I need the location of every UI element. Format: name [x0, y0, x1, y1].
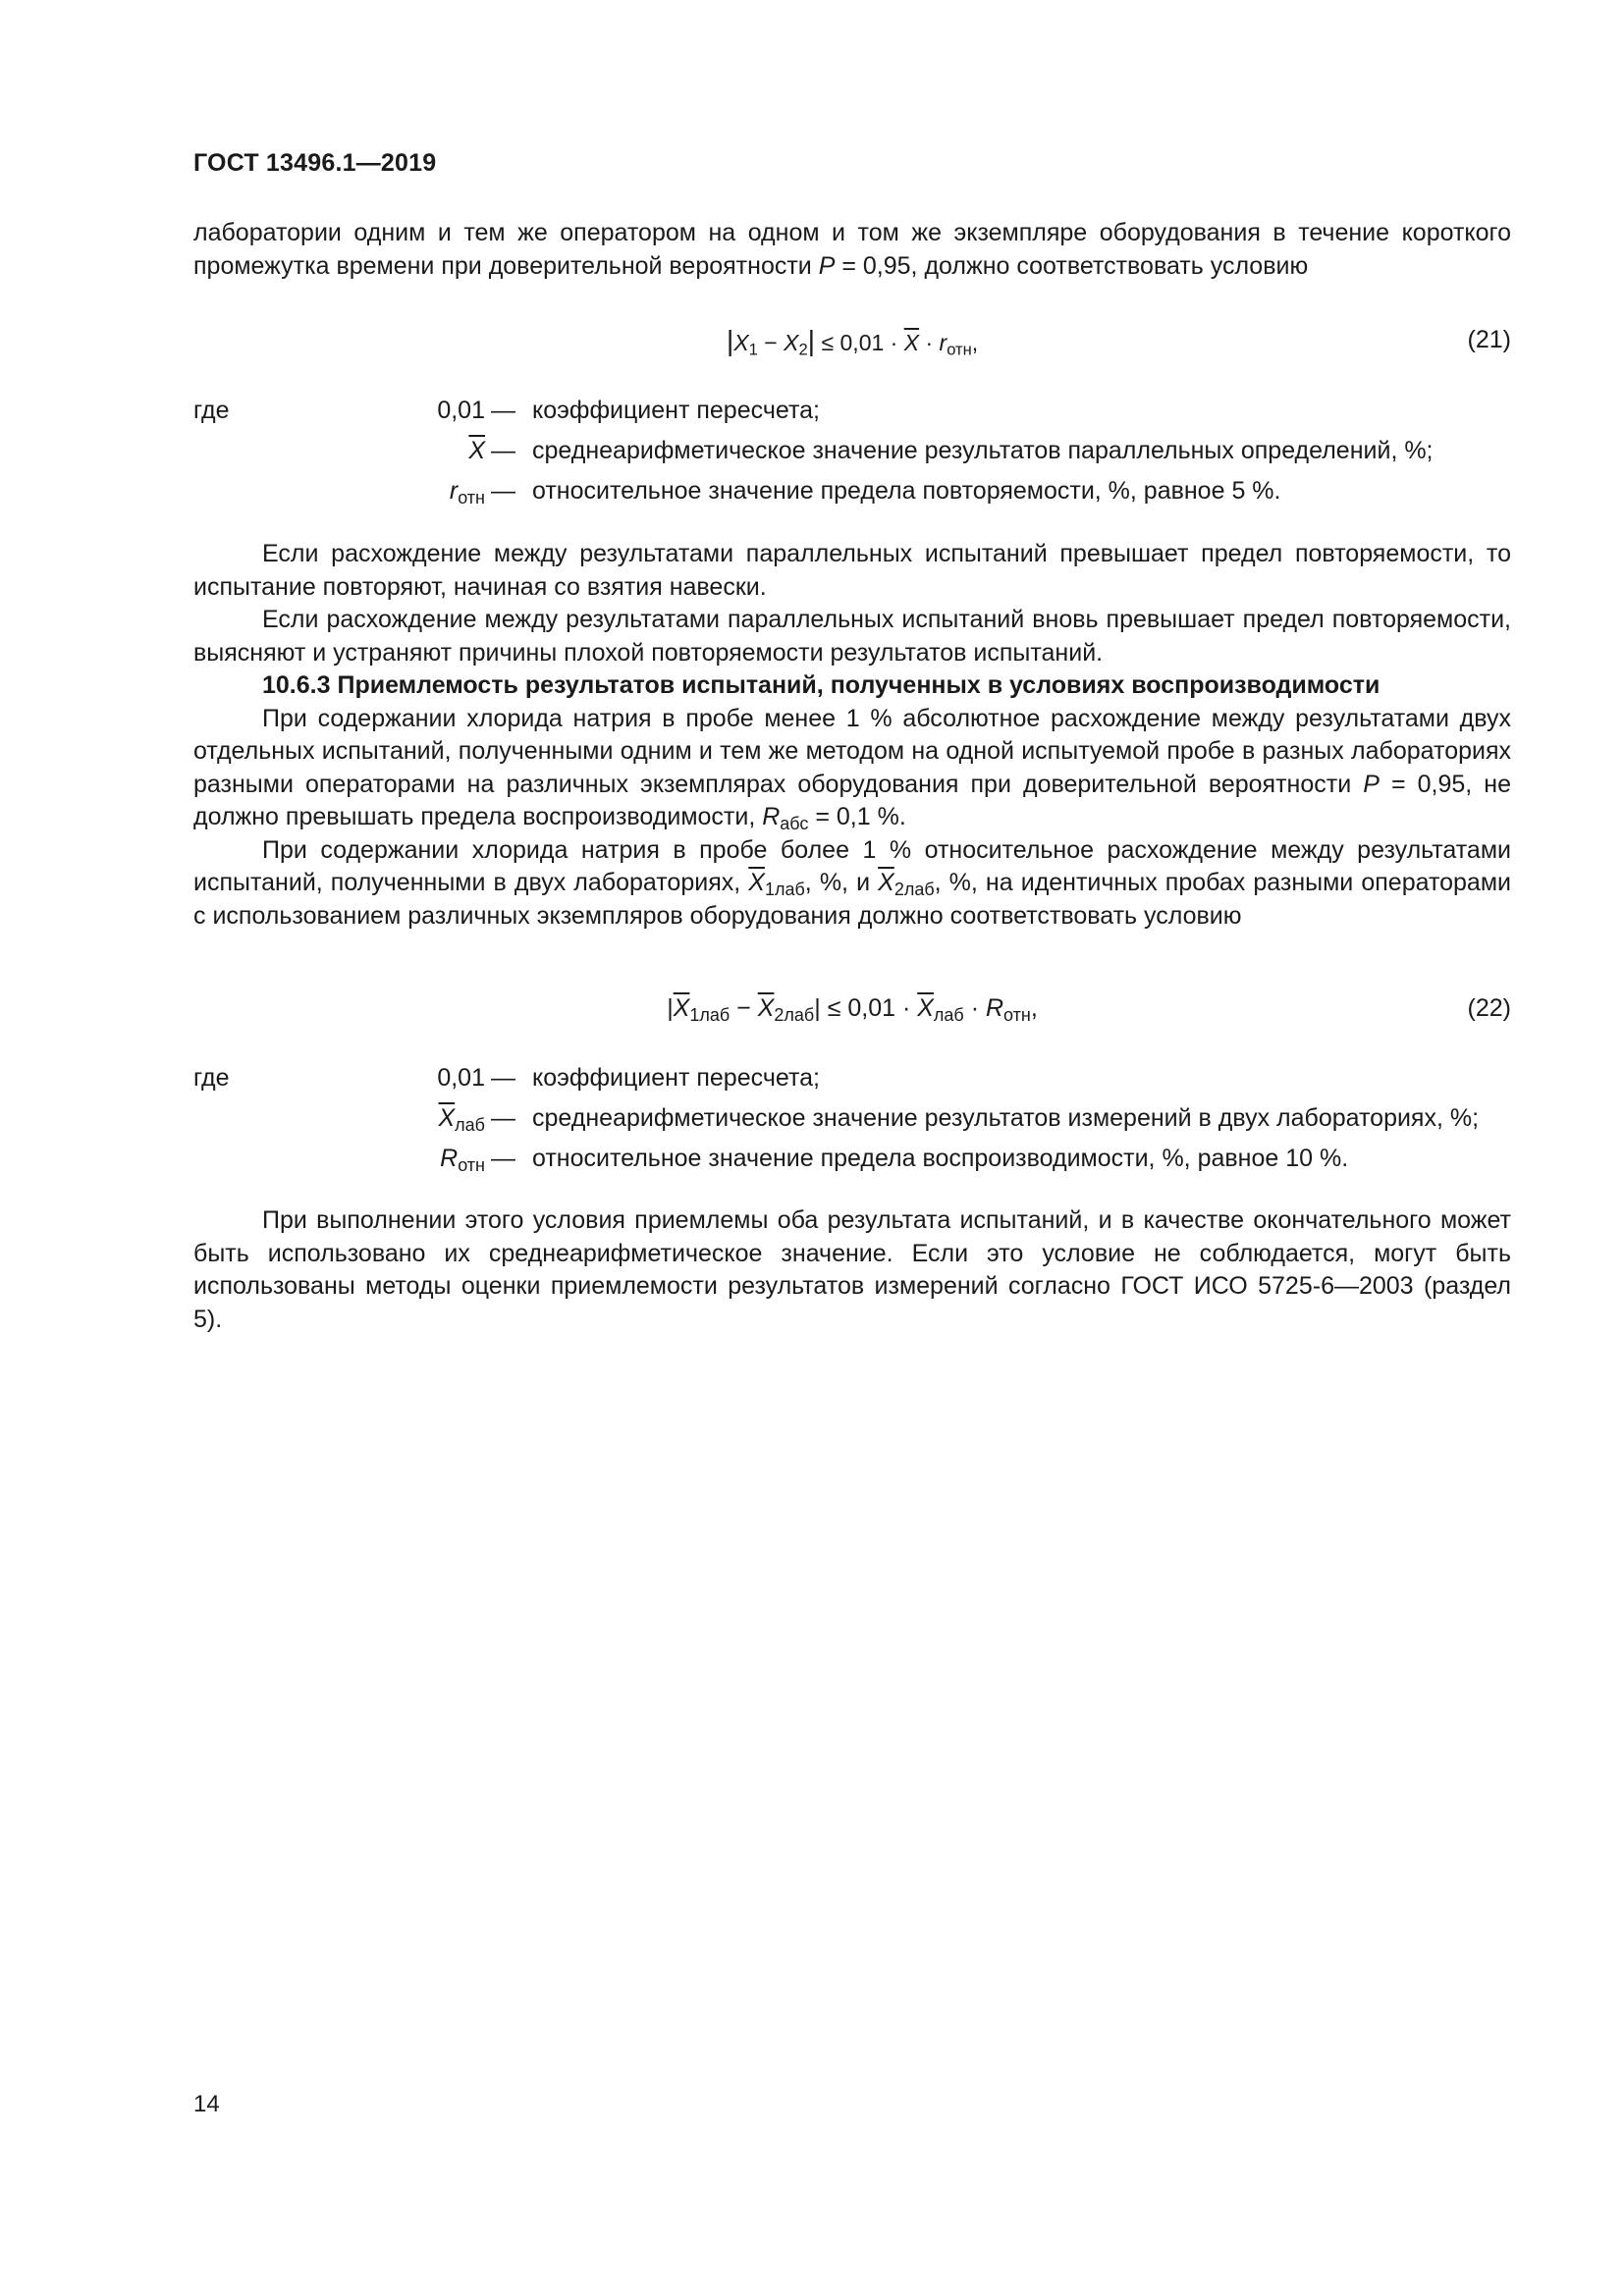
legend-dash: —	[491, 477, 515, 505]
formula-21-expression: $|X_1 - X_2| \le 0,01 \cdot \overline{X} \cdot r_{отн}$,	[726, 326, 979, 359]
legend-dash: —	[491, 1145, 515, 1172]
formula-22-number: (22)	[1467, 994, 1511, 1022]
legend-row	[193, 1104, 1511, 1145]
paragraph-more-than-1: При содержании хлорида натрия в пробе более 1 % относительное расхождение между результатами испытаний, полученными в двух лабораториях, $\overline{X}_{1лаб}$, %, и $\overline{X}_{2лаб}$, %, на идентичных пробах разными операторами с использованием различных экземпляров оборудования должно соответствовать условию	[193, 835, 1511, 930]
formula-22-expression: $|\overline{X}_{1лаб} - \overline{X}_{2лаб}| \le 0,01 \cdot \overline{X}_{лаб} \cdot R_{отн}$,	[667, 994, 1038, 1026]
legend-row	[193, 1064, 1511, 1104]
formula-22	[193, 994, 1511, 1034]
legend-symbol: $\overline{X}_{лаб}$	[438, 1104, 485, 1136]
standard-header: ГОСТ 13496.1—2019	[193, 149, 437, 177]
legend-description: среднеарифметическое значение результатов параллельных определений, %;	[532, 437, 1434, 464]
paragraph-exceed-2: Если расхождение между результатами параллельных испытаний вновь превышает предел повторяемости, выясняют и устраняют причины плохой повторяемости результатов испытаний.	[193, 606, 1511, 667]
paragraph-intro: лаборатории одним и тем же оператором на одном и том же экземпляре оборудования в течение короткого промежутка времени при доверительной вероятности P = 0,95, должно соответствовать условию	[193, 219, 1511, 280]
legend-where: где	[193, 397, 230, 424]
legend-description: коэффициент пересчета;	[532, 397, 820, 424]
paragraph-exceed-1: Если расхождение между результатами параллельных испытаний превышает предел повторяемости, то испытание повторяют, начиная со взятия навески.	[193, 540, 1511, 601]
legend-dash: —	[491, 397, 515, 424]
legend-row	[193, 1145, 1511, 1185]
legend-description: коэффициент пересчета;	[532, 1064, 820, 1092]
legend-where: где	[193, 1064, 230, 1092]
legend-description: относительное значение предела повторяемости, %, равное 5 %.	[532, 477, 1281, 505]
legend-row	[193, 477, 1511, 517]
section-heading	[193, 669, 1511, 703]
formula-21-number: (21)	[1467, 326, 1511, 353]
section-title: Приемлемость результатов испытаний, полученных в условиях воспроизводимости	[337, 671, 1380, 699]
formula-21	[193, 326, 1511, 365]
legend-dash: —	[491, 437, 515, 464]
paragraph-final-text: При выполнении этого условия приемлемы оба результата испытаний, и в качестве окончательного может быть использовано их среднеарифметическое значение. Если это условие не соблюдается, могут быть использованы методы оценки приемлемости результатов измерений согласно ГОСТ ИСО 5725-6—2003 (раздел 5).	[193, 1206, 1511, 1333]
legend-symbol: 0,01	[437, 1064, 485, 1092]
legend-symbol: 0,01	[437, 397, 485, 424]
paragraph-less-than-1: При содержании хлорида натрия в пробе менее 1 % абсолютное расхождение между результатами двух отдельных испытаний, полученными одним и тем же методом на одной испытуемой пробе в разных лабораториях разными операторами на различных экземплярах оборудования при доверительной вероятности P = 0,95, не должно превышать предела воспроизводимости, $R_{абс} = 0,1$ %.	[193, 704, 1512, 834]
legend-symbol: $R_{отн}$	[440, 1145, 485, 1176]
section-number: 10.6.3	[262, 671, 331, 699]
legend-row	[193, 397, 1511, 437]
legend-dash: —	[491, 1064, 515, 1092]
legend-description: среднеарифметическое значение результатов измерений в двух лабораториях, %;	[532, 1104, 1480, 1132]
legend-formula-22	[193, 1064, 1511, 1185]
legend-symbol: $r_{отн}$	[449, 477, 485, 508]
legend-dash: —	[491, 1104, 515, 1132]
page-number: 14	[193, 2091, 220, 2117]
legend-formula-21	[193, 397, 1511, 517]
body-text	[193, 538, 1511, 933]
legend-symbol: $\overline{X}$	[468, 437, 485, 464]
paragraph-final	[193, 1204, 1511, 1336]
legend-row	[193, 437, 1511, 477]
legend-description: относительное значение предела воспроизводимости, %, равное 10 %.	[532, 1145, 1349, 1172]
